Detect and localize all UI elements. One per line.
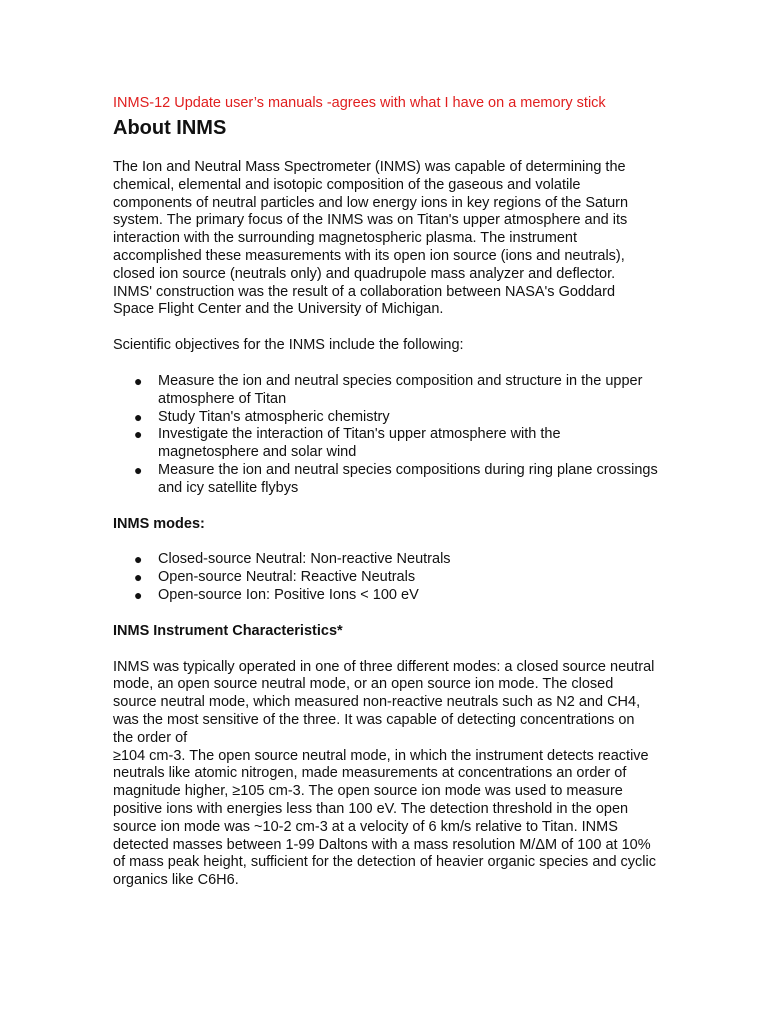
bullet-icon: ●	[134, 551, 143, 568]
intro-paragraph: The Ion and Neutral Mass Spectrometer (INMS) was capable of determining the chemical, elemental and isotopic composition of the gaseous and volatile components of neutral particles and low energy ions in key regions of the Saturn system. The primary focus of the INMS was on Titan's upper atmosphere and its interaction with the surrounding magnetospheric plasma. The instrument accomplished these measurements with its open ion source (ions and neutrals), closed ion source (neutrals only) and quadrupole mass analyzer and deflector. INMS' construction was the result of a collaboration between NASA's Goddard Space Flight Center and the University of Michigan.	[113, 159, 629, 318]
list-item: ● Open-source Neutral: Reactive Neutrals	[134, 569, 416, 586]
list-item: ● Investigate the interaction of Titan's upper atmosphere with the magnetosphere and solar wind	[134, 426, 561, 461]
objectives-list	[113, 373, 658, 498]
document-page	[113, 94, 658, 890]
modes-heading: INMS modes:	[113, 515, 205, 532]
bullet-icon: ●	[134, 569, 143, 586]
objectives-lead: Scientific objectives for the INMS include the following:	[113, 337, 464, 354]
bullet-icon: ●	[134, 426, 143, 443]
list-item: ● Closed-source Neutral: Non-reactive Neutrals	[134, 551, 451, 568]
page-title: About INMS	[113, 117, 227, 139]
modes-list	[113, 551, 658, 604]
header-note: INMS-12 Update user’s manuals -agrees with what I have on a memory stick	[113, 95, 606, 111]
list-item: ● Measure the ion and neutral species composition and structure in the upper atmosphere of Titan	[134, 372, 643, 407]
bullet-icon: ●	[134, 372, 143, 389]
characteristics-part-2: ≥104 cm-3. The open source neutral mode, in which the instrument detects reactive neutrals like atomic nitrogen, made measurements at concentrations an order of magnitude higher, ≥105 cm-3. The open source ion mode was used to measure positive ions with energies less than 100 eV. The detection threshold in the open source ion mode was ~10-2 cm-3 at a velocity of 6 km/s relative to Titan. INMS detected masses between 1-99 Daltons with a mass resolution M/ΔM of 100 at 10% of mass peak height, sufficient for the detection of heavier organic species and cyclic organics like C6H6.	[113, 747, 656, 889]
list-item: ● Measure the ion and neutral species compositions during ring plane crossings and icy satellite flybys	[134, 461, 658, 496]
characteristics-paragraph	[113, 659, 658, 890]
characteristics-part-1: INMS was typically operated in one of three different modes: a closed source neutral mode, an open source neutral mode, or an open source ion mode. The closed source neutral mode, which measured non-reactive neutrals such as N2 and CH4, was the most sensitive of the three. It was capable of detecting concentrations on the order of	[113, 658, 655, 746]
list-item: ● Open-source Ion: Positive Ions < 100 eV	[134, 586, 419, 603]
list-item: ● Study Titan's atmospheric chemistry	[134, 408, 390, 425]
bullet-icon: ●	[134, 408, 143, 425]
bullet-icon: ●	[134, 586, 143, 603]
bullet-icon: ●	[134, 461, 143, 478]
characteristics-heading: INMS Instrument Characteristics*	[113, 622, 343, 639]
